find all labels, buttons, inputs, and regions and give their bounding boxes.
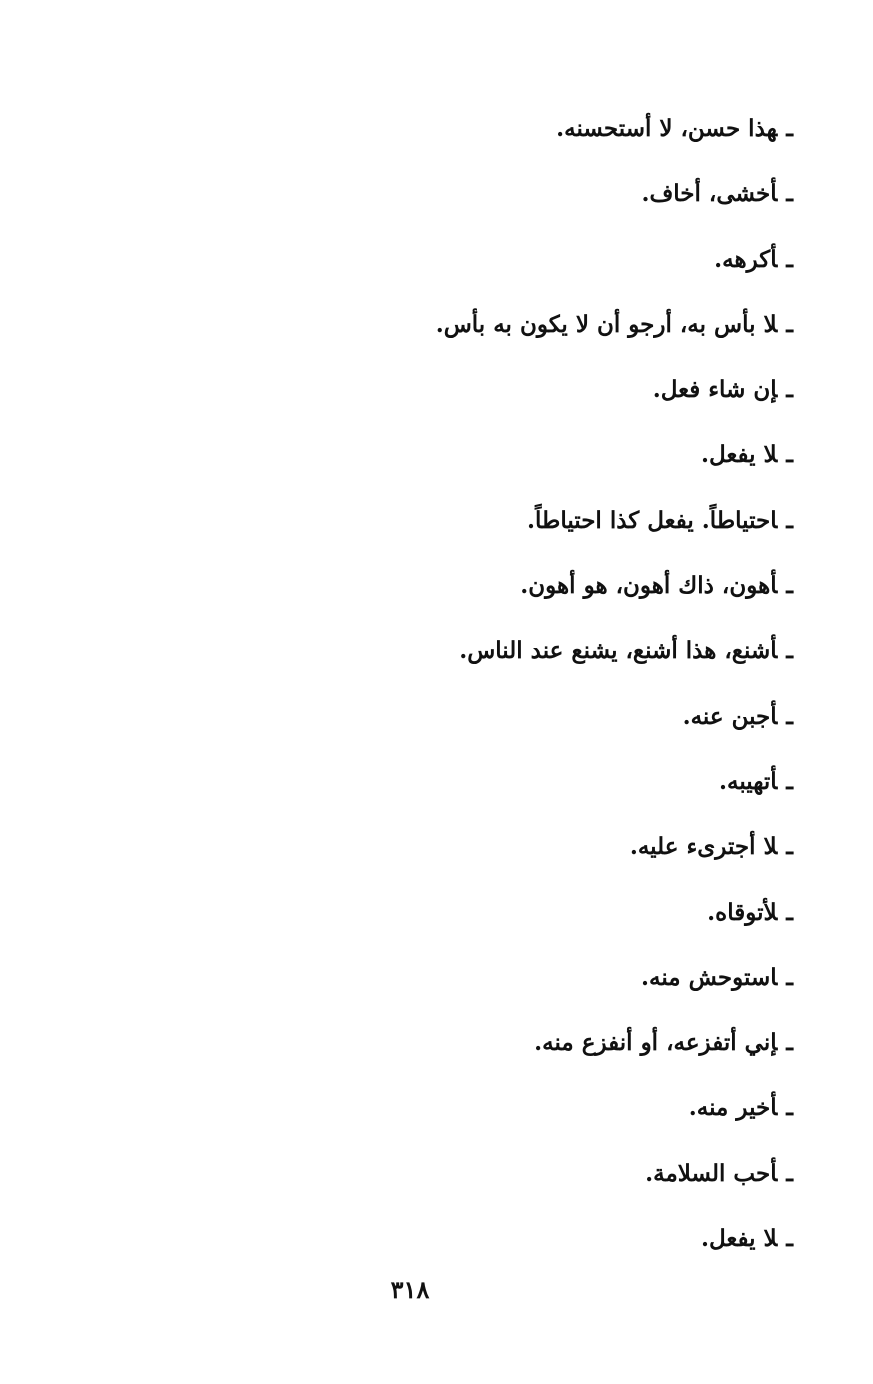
list-item — [233, 618, 793, 683]
list-item-text: أخير منه. — [688, 1094, 778, 1122]
list-item — [233, 553, 793, 618]
list-item — [233, 96, 793, 161]
list-item — [233, 1141, 793, 1206]
list-dash: ـ — [786, 702, 793, 730]
list-dash: ـ — [786, 1094, 793, 1122]
list-item-text: أكرهه. — [714, 245, 778, 273]
list-item-text: أجبن عنه. — [682, 702, 778, 730]
list-item-text: إن شاء فعل. — [652, 376, 778, 404]
list-dash: ـ — [786, 963, 793, 991]
list-item-text: أتهيبه. — [719, 767, 778, 795]
list-item-text: لا يفعل. — [700, 1225, 778, 1253]
list-item-text: أشنع، هذا أشنع، يشنع عند الناس. — [459, 637, 778, 665]
list-item-text: احتياطاً. يفعل كذا احتياطاً. — [527, 506, 778, 534]
list-dash: ـ — [786, 1225, 793, 1253]
list-dash: ـ — [786, 245, 793, 273]
list-dash: ـ — [786, 572, 793, 600]
list-dash: ـ — [786, 310, 793, 338]
list-dash: ـ — [786, 637, 793, 665]
list-dash: ـ — [786, 441, 793, 469]
list-dash: ـ — [786, 898, 793, 926]
list-dash: ـ — [786, 376, 793, 404]
list-item-text: استوحش منه. — [641, 963, 778, 991]
list-item — [233, 488, 793, 553]
list-item-text: إني أتفزعه، أو أنفزع منه. — [534, 1029, 778, 1057]
list-item — [233, 749, 793, 814]
list-item-text: لا أجترىء عليه. — [629, 833, 778, 861]
list-dash: ـ — [786, 767, 793, 795]
list-item — [233, 945, 793, 1010]
list-item-text: أحب السلامة. — [645, 1159, 778, 1187]
list-item — [233, 161, 793, 226]
list-dash: ـ — [786, 180, 793, 208]
page-number: ٣١٨ — [390, 1275, 430, 1304]
list-dash: ـ — [786, 506, 793, 534]
list-dash: ـ — [786, 833, 793, 861]
list-dash: ـ — [786, 1029, 793, 1057]
list-dash: ـ — [786, 115, 793, 142]
list-item — [233, 1206, 793, 1271]
list-item-text: هذا حسن، لا أستحسنه. — [556, 115, 778, 142]
list-dash: ـ — [786, 1159, 793, 1187]
list-item — [233, 1075, 793, 1140]
list-item-text: أخشى، أخاف. — [641, 180, 778, 208]
list-item — [233, 292, 793, 357]
list-item — [233, 1010, 793, 1075]
list-item-text: لأتوقاه. — [707, 898, 778, 926]
list-item-text: أهون، ذاك أهون، هو أهون. — [520, 572, 778, 600]
list-item — [233, 422, 793, 487]
list-item — [233, 227, 793, 292]
list-item-text: لا بأس به، أرجو أن لا يكون به بأس. — [435, 310, 778, 338]
list-item — [233, 814, 793, 879]
answer-list — [233, 96, 793, 1271]
list-item-text: لا يفعل. — [700, 441, 778, 469]
list-item — [233, 880, 793, 945]
list-item — [233, 684, 793, 749]
list-item — [233, 357, 793, 422]
